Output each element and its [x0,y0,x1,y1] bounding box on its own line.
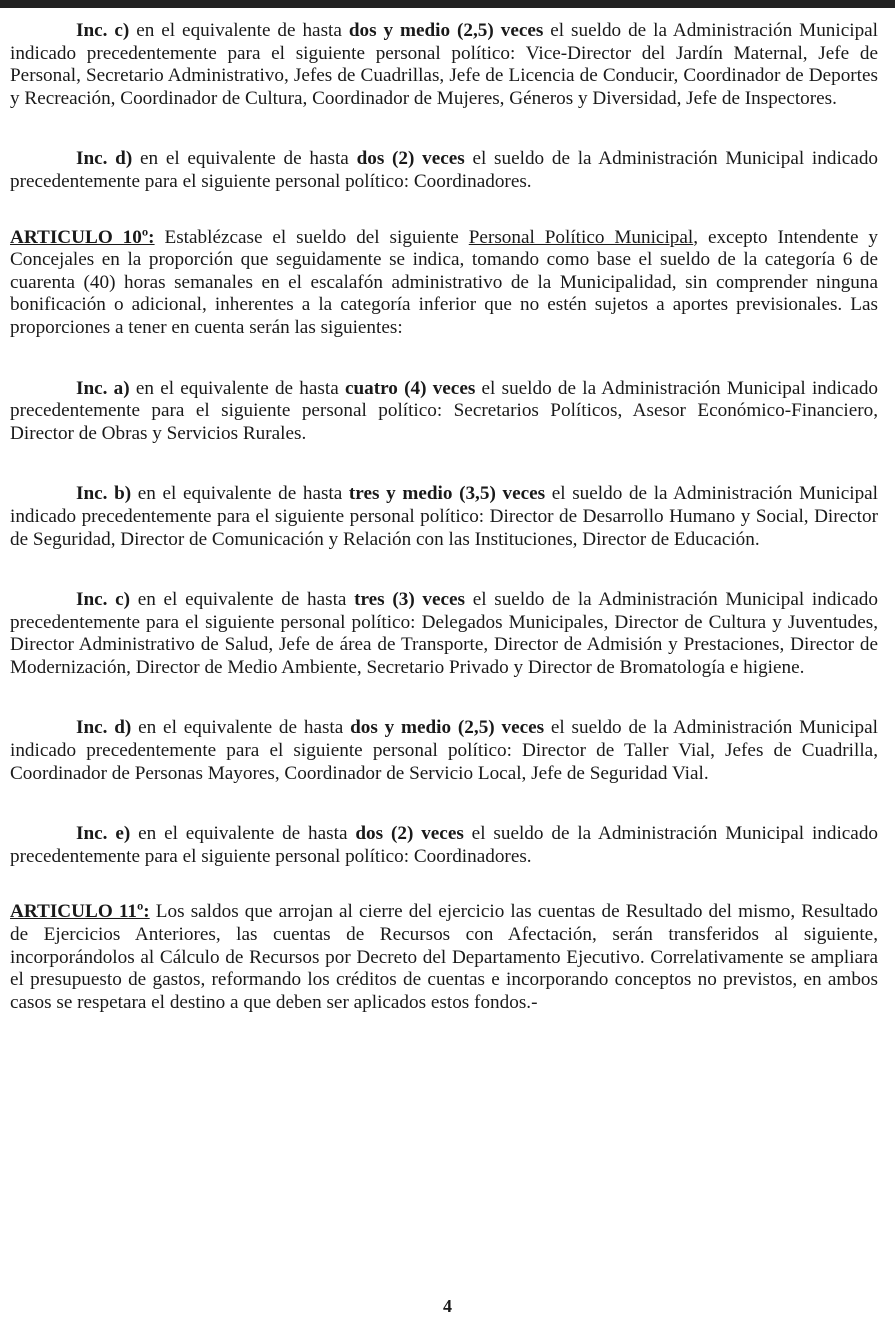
top-edge-bar [0,0,895,8]
inciso-d-second [10,717,878,785]
inciso-b-second [10,483,878,551]
inciso-c-second [10,589,878,679]
inciso-c-first [10,20,878,110]
inciso-text: en el equivalente de hasta [130,823,356,845]
articulo-label: ARTICULO 11º: [10,901,150,923]
inciso-text: en el equivalente de hasta [131,483,349,505]
inciso-e-second [10,823,878,868]
inciso-text: en el equivalente de hasta [132,148,357,170]
inciso-label: Inc. a) [76,377,130,399]
inciso-text: el sueldo de la Administración Municipal indicado precedentemente para el siguiente personal político: Coordinadores. [10,148,879,192]
articulo-label: ARTICULO 10º: [10,226,155,248]
articulo-underlined-term: Personal Político Municipal [468,226,694,248]
inciso-text: en el equivalente de hasta [130,589,355,611]
inciso-label: Inc. e) [76,823,131,845]
document-page [10,20,878,1014]
inciso-multiplier: cuatro (4) veces [344,377,476,399]
inciso-text: el sueldo de la Administración Municipal indicado precedentemente para el siguiente personal político: Vice-Director del Jardín Maternal, Jefe de Personal, Secretario Administrativo, Jefes de Cuadrillas, Jefe de Licencia de Conducir, Coordinador de Deportes y Recreación, Coordinador de Cultura, Coordinador de Mujeres, Géneros y Diversidad, Jefe de Inspectores. [10,20,879,109]
inciso-label: Inc. c) [76,589,131,611]
inciso-text: el sueldo de la Administración Municipal indicado precedentemente para el siguiente personal político: Director de Taller Vial, Jefes de Cuadrilla, Coordinador de Personas Mayores, Coordinador de Servicio Local, Jefe de Seguridad Vial. [10,717,878,784]
page-number: 4 [443,1296,452,1316]
articulo-text: Los saldos que arrojan al cierre del ejercicio las cuentas de Resultado del mismo, Resultado de Ejercicios Anteriores, las cuentas de Recursos con Afectación, serán transferidos al siguiente, incorporándolos al Cálculo de Recursos por Decreto del Departamento Ejecutivo. Correlativamente se ampliara el presupuesto de gastos, reformando los créditos de cuentas e incorporando conceptos no previstos, en ambos casos se respetara el destino a que deben ser aplicados estos fondos.- [10,901,878,1013]
inciso-label: Inc. d) [76,148,133,170]
articulo-10 [10,227,878,340]
articulo-11 [10,901,878,1014]
inciso-label: Inc. c) [76,20,130,41]
inciso-d-first [10,148,878,193]
inciso-multiplier: tres y medio (3,5) veces [348,483,546,505]
inciso-text: en el equivalente de hasta [131,717,351,739]
inciso-multiplier: dos (2) veces [356,148,465,170]
articulo-text: Establézcase el sueldo del siguiente [154,226,469,248]
inciso-text: el sueldo de la Administración Municipal indicado precedentemente para el siguiente personal político: Coordinadores. [10,823,879,867]
inciso-text: el sueldo de la Administración Municipal indicado precedentemente para el siguiente personal político: Director de Desarrollo Humano y Social, Director de Seguridad, Director de Comunicación y Relación con las Instituciones, Director de Educación. [10,483,879,550]
inciso-text: el sueldo de la Administración Municipal indicado precedentemente para el siguiente personal político: Secretarios Políticos, Asesor Económico-Financiero, Director de Obras y Servicios Rurales. [10,377,879,444]
inciso-multiplier: dos y medio (2,5) veces [350,717,545,739]
inciso-text: el sueldo de la Administración Municipal indicado precedentemente para el siguiente personal político: Delegados Municipales, Director de Cultura y Juventudes, Director Administrativo de Salud, Jefe de área de Transporte, Director de Admisión y Prestaciones, Director de Modernización, Director de Medio Ambiente, Secretario Privado y Director de Bromatología e higiene. [10,589,878,678]
inciso-multiplier: tres (3) veces [354,589,466,611]
inciso-multiplier: dos y medio (2,5) veces [348,20,544,41]
inciso-text: en el equivalente de hasta [129,20,349,41]
inciso-a-second [10,378,878,446]
articulo-text: , excepto Intendente y Concejales en la proporción que seguidamente se indica, tomando como base el sueldo de la categoría 6 de cuarenta (40) horas semanales en el escalafón administrativo de la Municipalidad, sin comprender ninguna bonificación o adicional, inherentes a la categoría inferior que no estén sujetos a aportes previsionales. Las proporciones a tener en cuenta serán las siguientes: [10,226,879,338]
inciso-multiplier: dos (2) veces [355,823,464,845]
inciso-text: en el equivalente de hasta [129,377,345,399]
inciso-label: Inc. b) [76,483,132,505]
inciso-label: Inc. d) [76,717,132,739]
